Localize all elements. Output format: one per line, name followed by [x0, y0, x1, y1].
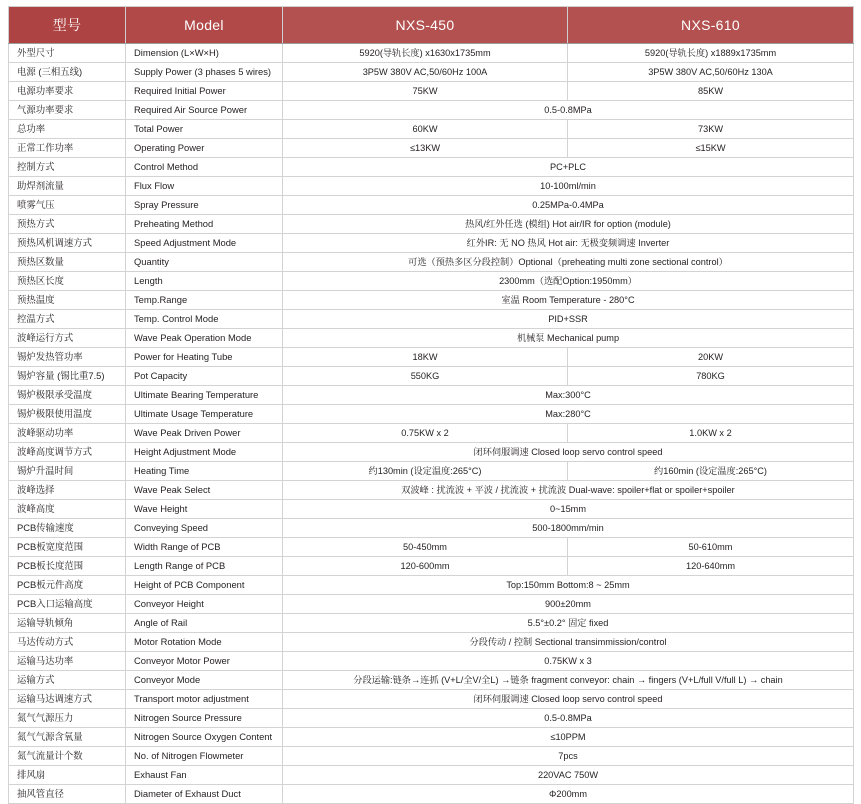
table-row — [9, 576, 854, 595]
row-label-en: Transport motor adjustment — [126, 690, 283, 709]
row-label-en: Width Range of PCB — [126, 538, 283, 557]
row-label-en: Ultimate Bearing Temperature — [126, 386, 283, 405]
row-value-both-models: 机械泵 Mechanical pump — [283, 329, 854, 348]
row-label-cn: 助焊剂流量 — [9, 177, 126, 196]
row-label-en: Diameter of Exhaust Duct — [126, 785, 283, 804]
table-row — [9, 63, 854, 82]
row-label-cn: 锡炉极限使用温度 — [9, 405, 126, 424]
table-row — [9, 709, 854, 728]
row-label-cn: 运输导轨倾角 — [9, 614, 126, 633]
row-value-both-models: 室温 Room Temperature - 280°C — [283, 291, 854, 310]
table-header-row — [9, 7, 854, 44]
row-label-cn: PCB传输速度 — [9, 519, 126, 538]
row-label-en: Nitrogen Source Oxygen Content — [126, 728, 283, 747]
row-label-en: Nitrogen Source Pressure — [126, 709, 283, 728]
row-label-en: Length Range of PCB — [126, 557, 283, 576]
row-label-cn: 波峰运行方式 — [9, 329, 126, 348]
row-value-nxs450: 3P5W 380V AC,50/60Hz 100A — [283, 63, 568, 82]
row-value-both-models: 0.5-0.8MPa — [283, 709, 854, 728]
row-value-both-models: 5.5°±0.2° 固定 fixed — [283, 614, 854, 633]
row-label-cn: PCB板元件高度 — [9, 576, 126, 595]
row-label-en: Flux Flow — [126, 177, 283, 196]
row-value-both-models: 分段运输:链条→连抓 (V+L/全V/全L) →链条 fragment conveyor: chain → fingers (V+L/full V/full L) → chain — [283, 671, 854, 690]
row-value-nxs610: 1.0KW x 2 — [568, 424, 854, 443]
table-row — [9, 462, 854, 481]
row-value-both-models: 500-1800mm/min — [283, 519, 854, 538]
row-label-cn: 氮气气源含氧量 — [9, 728, 126, 747]
table-row — [9, 101, 854, 120]
row-label-cn: 预热温度 — [9, 291, 126, 310]
table-row — [9, 253, 854, 272]
row-value-both-models: Max:280°C — [283, 405, 854, 424]
header-model-en: Model — [126, 7, 283, 44]
row-label-en: Temp. Control Mode — [126, 310, 283, 329]
row-label-cn: 波峰选择 — [9, 481, 126, 500]
row-label-cn: 排风扇 — [9, 766, 126, 785]
table-row — [9, 120, 854, 139]
row-label-en: Conveyor Motor Power — [126, 652, 283, 671]
row-value-nxs450: ≤13KW — [283, 139, 568, 158]
row-label-cn: 运输马达调速方式 — [9, 690, 126, 709]
row-value-nxs610: 120-640mm — [568, 557, 854, 576]
row-label-cn: 抽风管直径 — [9, 785, 126, 804]
row-value-both-models: 可选（预热多区分段控制）Optional（preheating multi zone sectional control） — [283, 253, 854, 272]
table-row — [9, 614, 854, 633]
table-row — [9, 386, 854, 405]
row-label-en: Required Air Source Power — [126, 101, 283, 120]
row-label-cn: 锡炉极限承受温度 — [9, 386, 126, 405]
row-label-cn: 氮气气源压力 — [9, 709, 126, 728]
table-row — [9, 348, 854, 367]
table-row — [9, 139, 854, 158]
row-value-both-models: 0.5-0.8MPa — [283, 101, 854, 120]
row-value-nxs450: 75KW — [283, 82, 568, 101]
row-label-en: Height of PCB Component — [126, 576, 283, 595]
table-row — [9, 766, 854, 785]
row-value-both-models: 220VAC 750W — [283, 766, 854, 785]
row-label-cn: 波峰高度 — [9, 500, 126, 519]
row-value-both-models: 0.75KW x 3 — [283, 652, 854, 671]
table-row — [9, 633, 854, 652]
row-label-en: Wave Peak Operation Mode — [126, 329, 283, 348]
table-row — [9, 443, 854, 462]
row-value-nxs450: 5920(导轨长度) x1630x1735mm — [283, 44, 568, 63]
row-label-cn: 电源功率要求 — [9, 82, 126, 101]
row-label-en: Conveyor Mode — [126, 671, 283, 690]
row-label-en: Heating Time — [126, 462, 283, 481]
table-row — [9, 690, 854, 709]
row-label-cn: PCB入口运输高度 — [9, 595, 126, 614]
row-value-both-models: 热风/红外任选 (模组) Hot air/IR for option (module) — [283, 215, 854, 234]
row-label-cn: 锡炉发热管功率 — [9, 348, 126, 367]
table-row — [9, 747, 854, 766]
row-label-cn: 预热区长度 — [9, 272, 126, 291]
header-model-nxs450: NXS-450 — [283, 7, 568, 44]
row-value-nxs450: 50-450mm — [283, 538, 568, 557]
row-value-nxs450: 18KW — [283, 348, 568, 367]
table-row — [9, 44, 854, 63]
row-value-both-models: 红外IR: 无 NO 热风 Hot air: 无极变频调速 Inverter — [283, 234, 854, 253]
table-row — [9, 652, 854, 671]
row-label-en: Length — [126, 272, 283, 291]
row-label-cn: 运输马达功率 — [9, 652, 126, 671]
row-label-cn: PCB板宽度范围 — [9, 538, 126, 557]
row-label-en: No. of Nitrogen Flowmeter — [126, 747, 283, 766]
row-value-nxs450: 120-600mm — [283, 557, 568, 576]
table-row — [9, 728, 854, 747]
row-label-cn: 预热方式 — [9, 215, 126, 234]
row-value-both-models: 分段传动 / 控制 Sectional transimmission/control — [283, 633, 854, 652]
row-label-en: Height Adjustment Mode — [126, 443, 283, 462]
row-value-both-models: 900±20mm — [283, 595, 854, 614]
row-label-en: Quantity — [126, 253, 283, 272]
table-row — [9, 272, 854, 291]
row-label-en: Spray Pressure — [126, 196, 283, 215]
row-label-en: Speed Adjustment Mode — [126, 234, 283, 253]
table-row — [9, 234, 854, 253]
row-label-en: Supply Power (3 phases 5 wires) — [126, 63, 283, 82]
table-row — [9, 215, 854, 234]
row-label-en: Exhaust Fan — [126, 766, 283, 785]
row-value-both-models: Φ200mm — [283, 785, 854, 804]
row-value-both-models: Max:300°C — [283, 386, 854, 405]
row-value-nxs610: ≤15KW — [568, 139, 854, 158]
header-model-cn: 型号 — [9, 7, 126, 44]
row-label-en: Preheating Method — [126, 215, 283, 234]
row-value-both-models: 0.25MPa-0.4MPa — [283, 196, 854, 215]
row-label-cn: 马达传动方式 — [9, 633, 126, 652]
row-value-both-models: 闭环伺服调速 Closed loop servo control speed — [283, 443, 854, 462]
row-label-en: Required Initial Power — [126, 82, 283, 101]
row-value-nxs450: 0.75KW x 2 — [283, 424, 568, 443]
table-row — [9, 177, 854, 196]
table-body — [9, 44, 854, 804]
row-value-nxs610: 5920(导轨长度) x1889x1735mm — [568, 44, 854, 63]
row-label-en: Power for Heating Tube — [126, 348, 283, 367]
table-row — [9, 671, 854, 690]
row-label-en: Motor Rotation Mode — [126, 633, 283, 652]
row-value-nxs610: 3P5W 380V AC,50/60Hz 130A — [568, 63, 854, 82]
table-row — [9, 519, 854, 538]
table-row — [9, 367, 854, 386]
row-value-both-models: ≤10PPM — [283, 728, 854, 747]
row-value-both-models: 2300mm（选配Option:1950mm） — [283, 272, 854, 291]
row-label-cn: PCB板长度范围 — [9, 557, 126, 576]
row-value-nxs610: 85KW — [568, 82, 854, 101]
row-value-both-models: 双波峰 : 扰流波 + 平波 / 扰流波 + 扰流波 Dual-wave: spoiler+flat or spoiler+spoiler — [283, 481, 854, 500]
row-label-cn: 外型尺寸 — [9, 44, 126, 63]
row-label-cn: 控温方式 — [9, 310, 126, 329]
header-model-nxs610: NXS-610 — [568, 7, 854, 44]
table-row — [9, 424, 854, 443]
row-label-en: Ultimate Usage Temperature — [126, 405, 283, 424]
row-label-cn: 氮气流量计个数 — [9, 747, 126, 766]
table-row — [9, 785, 854, 804]
row-label-cn: 控制方式 — [9, 158, 126, 177]
row-label-en: Conveying Speed — [126, 519, 283, 538]
table-row — [9, 329, 854, 348]
table-row — [9, 196, 854, 215]
table-row — [9, 405, 854, 424]
row-label-en: Pot Capacity — [126, 367, 283, 386]
row-label-cn: 运输方式 — [9, 671, 126, 690]
row-value-both-models: 闭环伺服调速 Closed loop servo control speed — [283, 690, 854, 709]
row-label-cn: 波峰驱动功率 — [9, 424, 126, 443]
table-row — [9, 310, 854, 329]
row-label-en: Total Power — [126, 120, 283, 139]
row-value-both-models: 10-100ml/min — [283, 177, 854, 196]
row-value-nxs610: 73KW — [568, 120, 854, 139]
row-value-nxs610: 约160min (设定温度:265°C) — [568, 462, 854, 481]
table-row — [9, 481, 854, 500]
row-value-both-models: 7pcs — [283, 747, 854, 766]
row-label-cn: 正常工作功率 — [9, 139, 126, 158]
table-row — [9, 158, 854, 177]
row-label-en: Operating Power — [126, 139, 283, 158]
row-label-cn: 锡炉容量 (锡比重7.5) — [9, 367, 126, 386]
row-label-en: Conveyor Height — [126, 595, 283, 614]
table-row — [9, 557, 854, 576]
row-label-cn: 喷雾气压 — [9, 196, 126, 215]
table-row — [9, 595, 854, 614]
table-row — [9, 538, 854, 557]
row-label-en: Dimension (L×W×H) — [126, 44, 283, 63]
row-value-both-models: PC+PLC — [283, 158, 854, 177]
row-label-cn: 总功率 — [9, 120, 126, 139]
table-row — [9, 291, 854, 310]
row-value-both-models: 0~15mm — [283, 500, 854, 519]
row-label-en: Wave Peak Select — [126, 481, 283, 500]
row-label-en: Angle of Rail — [126, 614, 283, 633]
row-label-en: Temp.Range — [126, 291, 283, 310]
table-row — [9, 500, 854, 519]
row-value-nxs450: 550KG — [283, 367, 568, 386]
row-label-cn: 波峰高度调节方式 — [9, 443, 126, 462]
row-value-nxs450: 60KW — [283, 120, 568, 139]
row-label-cn: 锡炉升温时间 — [9, 462, 126, 481]
row-label-en: Control Method — [126, 158, 283, 177]
row-value-nxs450: 约130min (设定温度:265°C) — [283, 462, 568, 481]
row-value-nxs610: 50-610mm — [568, 538, 854, 557]
row-value-nxs610: 20KW — [568, 348, 854, 367]
row-label-cn: 气源功率要求 — [9, 101, 126, 120]
row-label-cn: 电源 (三相五线) — [9, 63, 126, 82]
row-label-en: Wave Peak Driven Power — [126, 424, 283, 443]
row-value-both-models: PID+SSR — [283, 310, 854, 329]
row-label-en: Wave Height — [126, 500, 283, 519]
row-label-cn: 预热风机调速方式 — [9, 234, 126, 253]
row-value-both-models: Top:150mm Bottom:8 ~ 25mm — [283, 576, 854, 595]
table-row — [9, 82, 854, 101]
specification-table — [8, 6, 854, 804]
row-label-cn: 预热区数量 — [9, 253, 126, 272]
row-value-nxs610: 780KG — [568, 367, 854, 386]
